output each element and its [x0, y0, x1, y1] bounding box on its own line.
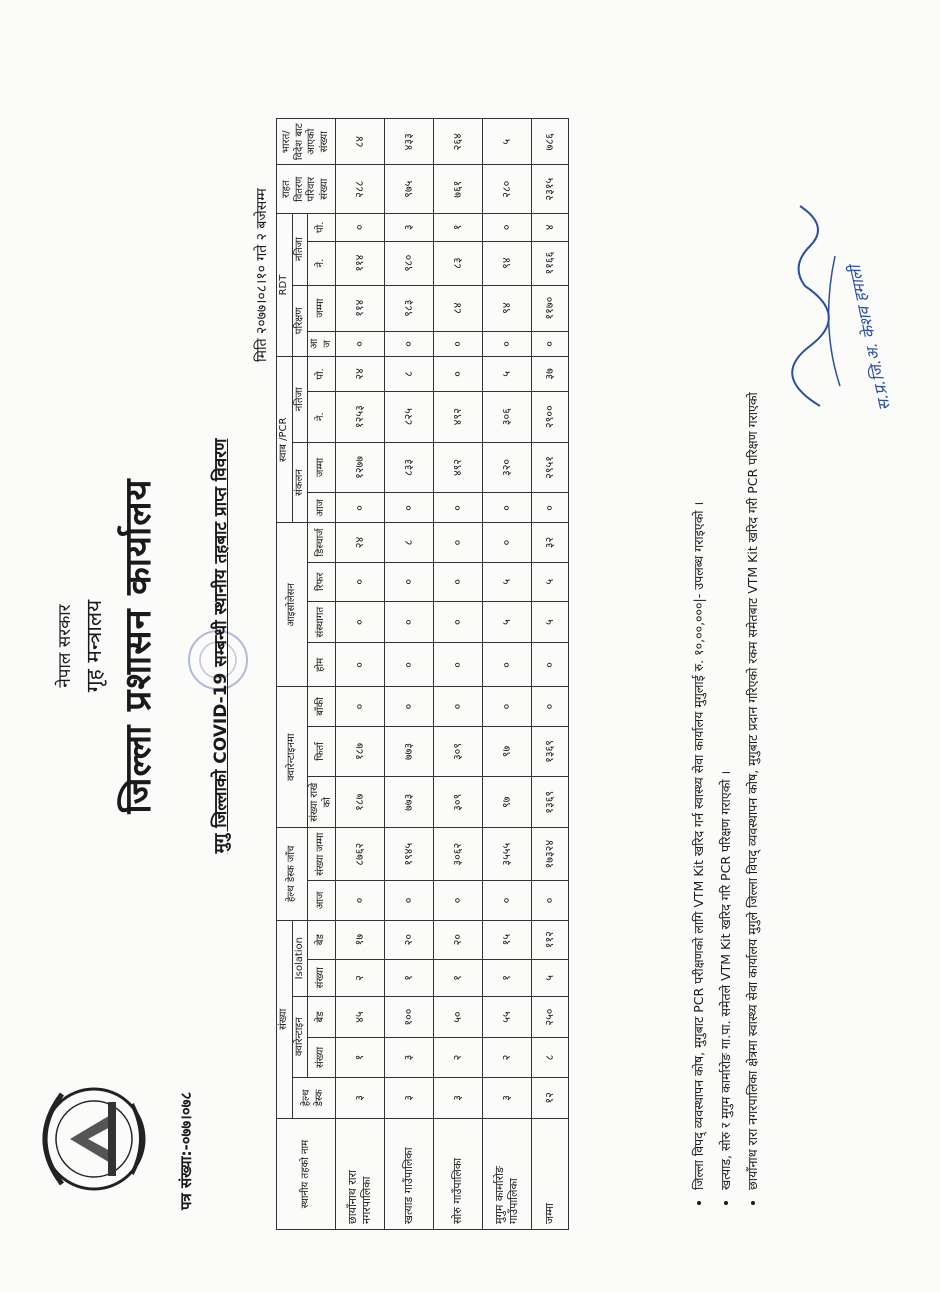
- cell-r-pos: ४: [532, 213, 569, 241]
- cell-hc-today: ०: [483, 881, 532, 920]
- cell-r-pos: ३: [385, 213, 434, 241]
- cell-r-neg: ९४: [483, 241, 532, 285]
- header-i-number: संख्या: [308, 959, 336, 996]
- cell-is-inst: ५: [532, 601, 569, 643]
- cell-q-kept: ७७३: [385, 777, 434, 828]
- header-isolation: आइसोलेसन: [277, 523, 308, 687]
- cell-r-total: ११४: [336, 285, 385, 331]
- header-swab-pcr: स्वाब /PCR: [277, 357, 293, 523]
- cell-q-ret: १३६९: [532, 726, 569, 777]
- note-item: • खत्याड, सोरु र मुगुम कार्मारोङ गा.पा. समेतले VTM Kit खरिद गरि PCR परिक्षण गराएको ।: [717, 50, 736, 1190]
- cell-r-pos: ०: [336, 213, 385, 241]
- cell-is-dis: ०: [434, 523, 483, 562]
- cell-q-ret: ९७: [483, 726, 532, 777]
- cell-relief: २८८: [336, 165, 385, 213]
- header-relief: राहत वितरण परिवार संख्या: [277, 165, 336, 213]
- cell-is-dis: २४: [336, 523, 385, 562]
- letter-number: पत्र संख्या:-०७७।०७८: [177, 1091, 195, 1210]
- cell-r-pos: १: [434, 213, 483, 241]
- cell-q-no: २: [434, 1038, 483, 1077]
- header-is-transfer: रिफर: [308, 562, 336, 601]
- cell-hc-total: ३५५५: [483, 828, 532, 881]
- cell-r-total: ९८३: [385, 285, 434, 331]
- local-level-name: सोरु गाउँपालिका: [434, 1119, 483, 1230]
- cell-s-total: १२७७: [336, 442, 385, 493]
- cell-relief: ९७५: [385, 165, 434, 213]
- cell-r-neg: ११४: [336, 241, 385, 285]
- cell-q-ret: १८७: [336, 726, 385, 777]
- header-q-returned: फिर्ता: [308, 726, 336, 777]
- header-s-today: आज: [308, 493, 336, 523]
- cell-q-bed: १००: [385, 996, 434, 1038]
- signature-title: स.प्र.जि.अ. केशव हमाली: [844, 263, 895, 413]
- cell-is-inst: ०: [434, 601, 483, 643]
- cell-hc-today: ०: [336, 881, 385, 920]
- cell-r-total: ११७०: [532, 285, 569, 331]
- header-local-level: स्थानीय तहको नाम: [277, 1119, 336, 1230]
- header-q-kept: संख्या राखे को: [308, 777, 336, 828]
- header-hc-total: संख्या जम्मा: [308, 828, 336, 881]
- cell-abroad: ७८६: [532, 119, 569, 165]
- cell-s-neg: ४९२: [434, 391, 483, 442]
- cell-hc-total: १७३२४: [532, 828, 569, 881]
- cell-r-today: ०: [434, 331, 483, 356]
- cell-is-ref: ०: [385, 562, 434, 601]
- cell-is-ref: ०: [434, 562, 483, 601]
- cell-hc-total: ८७६२: [336, 828, 385, 881]
- cell-s-neg: ८२५: [385, 391, 434, 442]
- cell-q-bed: ४५: [336, 996, 385, 1038]
- header-is-institutional: संस्थागत: [308, 601, 336, 643]
- cell-i-bed: २०: [385, 920, 434, 959]
- cell-i-bed: १७: [336, 920, 385, 959]
- cell-s-today: ०: [434, 493, 483, 523]
- cell-is-inst: ०: [336, 601, 385, 643]
- table-row: [385, 119, 434, 1230]
- header-is-home: होम: [308, 643, 336, 687]
- cell-s-today: ०: [532, 493, 569, 523]
- cell-q-bed: ५०: [434, 996, 483, 1038]
- ministry-name: गृह मन्त्रालय: [82, 599, 106, 693]
- header-r-today: आ ज: [308, 331, 336, 356]
- header-health-desk: हेल्थ डेस्क: [292, 1077, 336, 1119]
- local-level-name: खत्याड गाउँपालिका: [385, 1119, 434, 1230]
- cell-s-neg: २९००: [532, 391, 569, 442]
- local-level-name: मुगुम कार्मारोङ गाउँपालिका: [483, 1119, 532, 1230]
- cell-s-pos: ३७: [532, 357, 569, 392]
- cell-abroad: ४३३: [385, 119, 434, 165]
- cell-s-total: ३२०: [483, 442, 532, 493]
- cell-i-no: २: [336, 959, 385, 996]
- cell-is-home: ०: [385, 643, 434, 687]
- cell-s-neg: ३०६: [483, 391, 532, 442]
- cell-s-today: ०: [336, 493, 385, 523]
- cell-r-today: ०: [483, 331, 532, 356]
- cell-hd: ३: [336, 1077, 385, 1119]
- note-item: • छायाँनाथ रारा नगरपालिका क्षेत्रमा स्वास्थ्य सेवा कार्यालय मुगुले जिल्ला विपद् व्यवस्थापन कोष, मुगुबाट प्रदान गरिएको रकम समेतबाट VTM Kit खरिद गरी PCR परिक्षण गराएको: [744, 50, 763, 1190]
- local-level-name: जम्मा: [532, 1119, 569, 1230]
- cell-abroad: २६४: [434, 119, 483, 165]
- cell-is-ref: ५: [532, 562, 569, 601]
- header-s-negative: ने.: [308, 391, 336, 442]
- cell-s-total: ८३३: [385, 442, 434, 493]
- header-rdt: RDT: [277, 213, 293, 356]
- cell-q-bed: २५०: [532, 996, 569, 1038]
- cell-relief: ७६१: [434, 165, 483, 213]
- cell-i-bed: ११२: [532, 920, 569, 959]
- cell-is-dis: ३२: [532, 523, 569, 562]
- cell-q-no: २: [483, 1038, 532, 1077]
- table-row: [336, 119, 385, 1230]
- cell-q-kept: १८७: [336, 777, 385, 828]
- cell-s-pos: ८: [385, 357, 434, 392]
- cell-i-bed: १५: [483, 920, 532, 959]
- cell-i-no: १: [434, 959, 483, 996]
- cell-q-no: ८: [532, 1038, 569, 1077]
- cell-s-neg: १२५३: [336, 391, 385, 442]
- header-r-positive: पो.: [308, 213, 336, 241]
- cell-is-home: ०: [434, 643, 483, 687]
- cell-i-no: १: [483, 959, 532, 996]
- cell-hd: १२: [532, 1077, 569, 1119]
- cell-q-rem: ०: [483, 687, 532, 726]
- cell-s-today: ०: [483, 493, 532, 523]
- government-name: नेपाल सरकार: [55, 604, 75, 688]
- office-title: जिल्ला प्रशासन कार्यालय: [118, 478, 159, 814]
- cell-s-pos: २४: [336, 357, 385, 392]
- header-q-number: संख्या: [308, 1038, 336, 1077]
- local-level-name: छायाँनाथ रारा नगरपालिका: [336, 1119, 385, 1230]
- cell-is-dis: ०: [483, 523, 532, 562]
- cell-q-ret: ७७३: [385, 726, 434, 777]
- cell-abroad: ८४: [336, 119, 385, 165]
- header-q-remaining: बाँकी: [308, 687, 336, 726]
- cell-r-neg: ११६६: [532, 241, 569, 285]
- cell-hd: ३: [385, 1077, 434, 1119]
- table-row: [434, 119, 483, 1230]
- cell-q-no: १: [336, 1038, 385, 1077]
- header-r-total: जम्मा: [308, 285, 336, 331]
- header-result: नतिजा: [292, 357, 308, 442]
- cell-i-no: ५: [532, 959, 569, 996]
- cell-is-inst: ५: [483, 601, 532, 643]
- cell-hc-today: ०: [385, 881, 434, 920]
- header-q-bed: बेड: [308, 996, 336, 1038]
- cell-r-total: ८४: [434, 285, 483, 331]
- cell-hc-today: ०: [434, 881, 483, 920]
- header-s-total: जम्मा: [308, 442, 336, 493]
- cell-q-kept: ३०९: [434, 777, 483, 828]
- header-s-positive: पो.: [308, 357, 336, 392]
- date-line: मिति २०७७।०८।१० गते २ बजेसम्म: [254, 188, 270, 362]
- cell-q-ret: ३०९: [434, 726, 483, 777]
- cell-is-inst: ०: [385, 601, 434, 643]
- header-collection: संकलन: [292, 442, 308, 523]
- cell-is-home: ०: [336, 643, 385, 687]
- cell-r-neg: ८३: [434, 241, 483, 285]
- header-health-desk-check: हेल्थ डेस्क जाँच: [277, 828, 308, 920]
- header-isolation-sub: Isolation: [292, 920, 308, 996]
- cell-q-rem: ०: [434, 687, 483, 726]
- cell-r-total: ९४: [483, 285, 532, 331]
- cell-i-no: १: [385, 959, 434, 996]
- header-test: परिक्षण: [292, 285, 308, 357]
- note-item: • जिल्ला विपद् व्यवस्थापन कोष, मुगुबाट PCR परीक्षणको लागि VTM Kit खरिद गर्न स्वास्थ्य सेवा कार्यालय मुगुलाई रु. १०,००,०००|- उपलब्ध गराइएको ।: [690, 50, 709, 1190]
- cell-is-ref: ५: [483, 562, 532, 601]
- header-quarantine: क्वारेन्टाइनमा: [277, 687, 308, 828]
- cell-r-pos: ०: [483, 213, 532, 241]
- header-is-recovered: डिस्चार्ज: [308, 523, 336, 562]
- cell-is-dis: ८: [385, 523, 434, 562]
- cell-q-rem: ०: [532, 687, 569, 726]
- cell-q-kept: ९७: [483, 777, 532, 828]
- cell-s-pos: ०: [434, 357, 483, 392]
- cell-r-today: ०: [336, 331, 385, 356]
- cell-is-ref: ०: [336, 562, 385, 601]
- cell-i-bed: २०: [434, 920, 483, 959]
- cell-hc-total: ३०६२: [434, 828, 483, 881]
- cell-hd: ३: [483, 1077, 532, 1119]
- cell-relief: २८०: [483, 165, 532, 213]
- header-rdt-result: नतिजा: [292, 213, 308, 285]
- table-row: [483, 119, 532, 1230]
- header-count: संख्या: [277, 920, 293, 1119]
- cell-is-home: ०: [532, 643, 569, 687]
- cell-q-rem: ०: [336, 687, 385, 726]
- header-r-negative: ने.: [308, 241, 336, 285]
- cell-r-today: ०: [385, 331, 434, 356]
- cell-q-rem: ०: [385, 687, 434, 726]
- cell-s-pos: ५: [483, 357, 532, 392]
- cell-hc-today: ०: [532, 881, 569, 920]
- cell-s-total: ४९२: [434, 442, 483, 493]
- header-i-bed: बेड: [308, 920, 336, 959]
- covid-data-table: [276, 118, 569, 1230]
- header-quarantine-sub: क्वारेन्टाइन: [292, 996, 308, 1077]
- cell-r-today: ०: [532, 331, 569, 356]
- subject-line: मुगु जिल्लाको COVID-19 सम्बन्धी स्थानीय तहबाट प्राप्त विवरण: [211, 438, 231, 854]
- total-row: [532, 119, 569, 1230]
- header-from-abroad: भारत/ विदेश बाट आएको संख्या: [277, 119, 336, 165]
- cell-q-kept: १३६९: [532, 777, 569, 828]
- cell-s-today: ०: [385, 493, 434, 523]
- cell-abroad: ५: [483, 119, 532, 165]
- cell-q-no: ३: [385, 1038, 434, 1077]
- cell-r-neg: ९८०: [385, 241, 434, 285]
- table-body: [336, 119, 569, 1230]
- cell-hc-total: १९४५: [385, 828, 434, 881]
- cell-hd: ३: [434, 1077, 483, 1119]
- header-hc-today: आज: [308, 881, 336, 920]
- notes-list: [690, 50, 770, 1210]
- cell-relief: २३१५: [532, 165, 569, 213]
- cell-is-home: ०: [483, 643, 532, 687]
- cell-s-total: २९५१: [532, 442, 569, 493]
- cell-q-bed: ५५: [483, 996, 532, 1038]
